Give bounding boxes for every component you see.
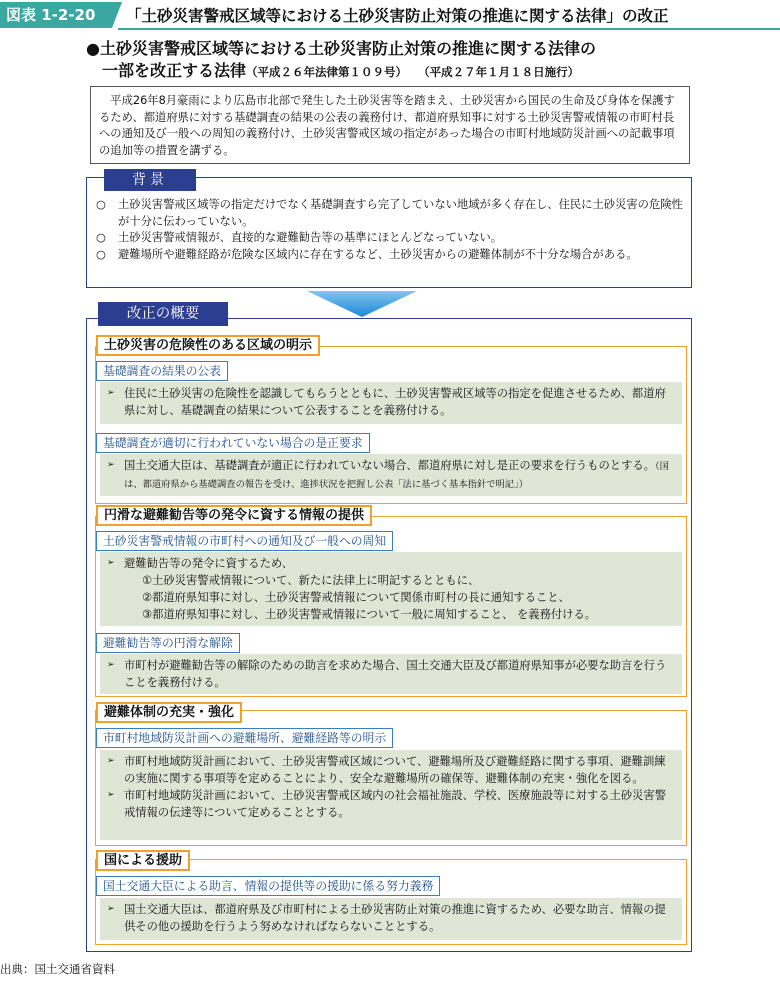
subsection-label: 市町村地域防災計画への避難場所、避難経路等の明示	[96, 728, 393, 748]
subsection-label: 基礎調査の結果の公表	[96, 361, 228, 381]
law-title-line1: ●土砂災害警戒区域等における土砂災害防止対策の推進に関する法律の	[86, 39, 596, 58]
triangle-bullet-icon: ➢	[107, 388, 115, 398]
triangle-bullet-icon: ➢	[107, 660, 115, 670]
header-rule	[118, 28, 780, 30]
background-item: ○ 避難場所や避難経路が危険な区域内に存在するなど、土砂災害からの避難体制が不十分な場合がある。	[96, 247, 686, 264]
section-heading: 国による援助	[96, 850, 190, 871]
circle-bullet-icon: ○	[96, 198, 106, 211]
subsection-note: ➢ 市町村地域防災計画において、土砂災害警戒区域について、避難場所及び避難経路に関する事項、避難訓練の実施に関する事項等を定めることにより、安全な避難場所の確保等、避難体制の充実・強化を図る。 ➢ 市町村地域防災計画において、土砂災害警戒区域内の社会福祉施設、学校、医療施設等に対する土砂災害警戒情報の伝達等について定めることとする。	[100, 750, 682, 840]
law-number: （平成２６年法律第１０９号）	[246, 65, 408, 79]
subsection-note: ➢ 避難勧告等の発令に資するため、 ①土砂災害警戒情報について、新たに法律上に明記するとともに、 ②都道府県知事に対し、土砂災害警戒情報について関係市町村の長に通知すること、 ③都道府県知事に対し、土砂災害警戒情報について一般に周知すること、 を義務付ける。	[100, 552, 682, 626]
triangle-bullet-icon: ➢	[107, 904, 115, 914]
overview-tab: 改正の概要	[98, 302, 228, 326]
triangle-bullet-icon: ➢	[107, 790, 115, 800]
subsection-note: ➢ 国土交通大臣は、基礎調査が適正に行われていない場合、都道府県に対し是正の要求を行うものとする。（国は、都道府県から基礎調査の報告を受け、進捗状況を把握し公表「法に基づく基本指針で明記」）	[100, 454, 682, 496]
triangle-bullet-icon: ➢	[107, 756, 115, 766]
law-title	[86, 38, 596, 83]
circle-bullet-icon: ○	[96, 247, 106, 261]
down-arrow-icon	[307, 291, 417, 317]
background-list	[96, 197, 686, 263]
subsection-label: 基礎調査が適切に行われていない場合の是正要求	[96, 433, 370, 453]
section-heading: 避難体制の充実・強化	[96, 702, 242, 723]
circle-bullet-icon: ○	[96, 231, 106, 244]
subsection-note: ➢ 市町村が避難勧告等の解除のための助言を求めた場合、国土交通大臣及び都道府県知事が必要な助言を行うことを義務付ける。	[100, 654, 682, 694]
figure-label: 図表 1-2-20	[0, 2, 112, 28]
subsection-label: 土砂災害警戒情報の市町村への通知及び一般への周知	[96, 531, 393, 551]
background-item: ○ 土砂災害警戒情報が、直接的な避難勧告等の基準にほとんどなっていない。	[96, 230, 686, 247]
triangle-bullet-icon: ➢	[107, 558, 115, 568]
figure-title: 「土砂災害警戒区域等における土砂災害防止対策の推進に関する法律」の改正	[126, 7, 669, 25]
source-note: 出典：国土交通省資料	[0, 962, 115, 976]
triangle-bullet-icon: ➢	[107, 460, 115, 470]
section-heading: 土砂災害の危険性のある区域の明示	[96, 335, 320, 356]
subsection-note: ➢ 国土交通大臣は、都道府県及び市町村による土砂災害防止対策の推進に資するため、必要な助言、情報の提供その他の援助を行うよう努めなければならないこととする。	[100, 898, 682, 940]
subsection-label: 避難勧告等の円滑な解除	[96, 633, 240, 653]
figure-header	[0, 0, 780, 30]
background-tab: 背景	[104, 169, 196, 191]
law-effective-date: （平成２７年１月１８日施行）	[418, 65, 580, 79]
section-heading: 円滑な避難勧告等の発令に資する情報の提供	[96, 505, 372, 526]
law-title-name: 一部を改正する法律	[102, 61, 247, 80]
law-title-line2	[86, 60, 596, 83]
intro-box: 平成26年8月豪雨により広島市北部で発生した土砂災害等を踏まえ、土砂災害から国民の生命及び身体を保護するため、都道府県に対する基礎調査の結果の公表の義務付け、都道府県知事に対する土砂災害警戒情報の市町村長への通知及び一般への周知の義務付け、土砂災害警戒区域の指定があった場合の市町村地域防災計画への記載事項の追加等の措置を講ずる。	[90, 86, 690, 164]
subsection-note: ➢ 住民に土砂災害の危険性を認識してもらうとともに、土砂災害警戒区域等の指定を促進させるため、都道府県に対し、基礎調査の結果について公表することを義務付ける。	[100, 382, 682, 424]
background-item: ○ 土砂災害警戒区域等の指定だけでなく基礎調査すら完了していない地域が多く存在し、住民に土砂災害の危険性が十分に伝わっていない。	[96, 198, 683, 228]
subsection-label: 国土交通大臣による助言、情報の提供等の援助に係る努力義務	[96, 876, 440, 896]
